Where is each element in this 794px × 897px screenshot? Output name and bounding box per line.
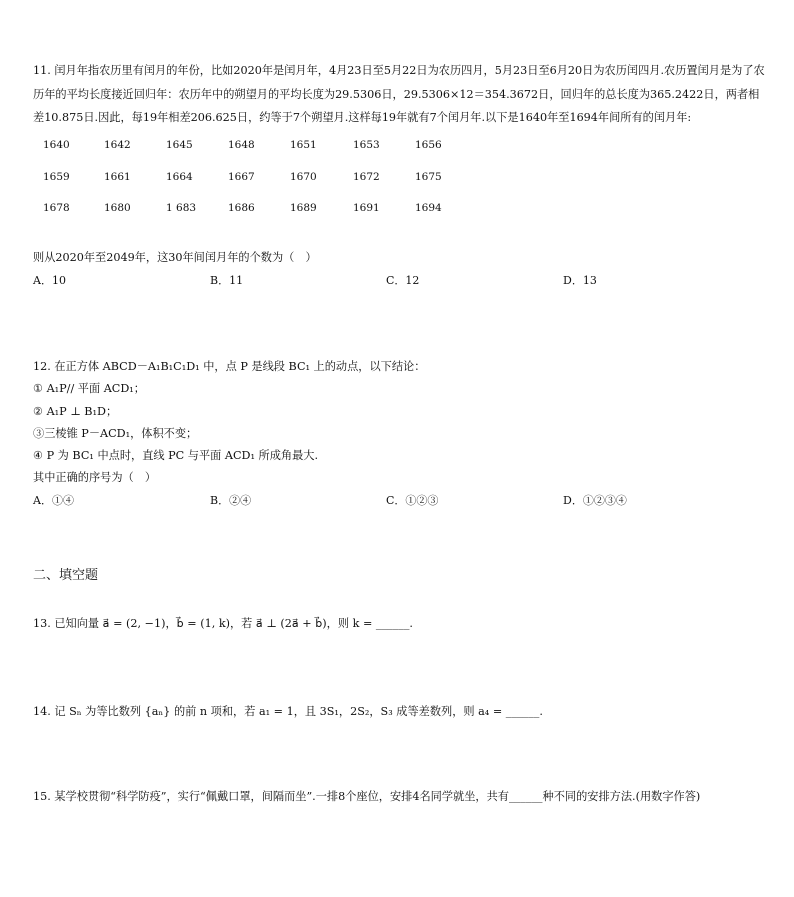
q11-option-c[interactable]: C．12 (386, 274, 420, 287)
year-cell: 1689 (290, 202, 317, 214)
q12-option-d[interactable]: D．①②③④ (563, 494, 627, 507)
year-cell: 1667 (228, 171, 255, 183)
q12-conclusion-3: ③三棱锥 P－ACD₁，体积不变； (33, 427, 198, 440)
q11-line-3: 差10.875日.因此，每19年相差206.625日，约等于7个朔望月.这样每19年就有7个闰月年.以下是1640年至1694年间所有的闰月年: (33, 111, 692, 124)
year-cell: 1653 (353, 139, 380, 151)
q12-conclusion-2: ② A₁P ⊥ B₁D； (33, 405, 118, 418)
year-cell: 1675 (415, 171, 442, 183)
q12-question: 其中正确的序号为（ ） (33, 471, 157, 484)
year-cell: 1640 (43, 139, 70, 151)
year-cell: 1678 (43, 202, 70, 214)
year-cell: 1680 (104, 202, 131, 214)
year-cell: 1651 (290, 139, 317, 151)
year-cell: 1 683 (166, 202, 197, 214)
section-title: 二、填空题 (33, 568, 99, 583)
q11-option-b[interactable]: B．11 (210, 274, 244, 287)
q12-option-b[interactable]: B．②④ (210, 494, 252, 507)
q13-text: 13. 已知向量 a⃗ = (2, −1)，b⃗ = (1, k)，若 a⃗ ⊥ (2a⃗ + b⃗)，则 k = ______. (33, 617, 413, 630)
year-cell: 1648 (228, 139, 255, 151)
q12-conclusion-1: ① A₁P// 平面 ACD₁； (33, 382, 145, 395)
year-cell: 1656 (415, 139, 442, 151)
year-cell: 1645 (166, 139, 193, 151)
year-cell: 1672 (353, 171, 380, 183)
year-cell: 1691 (353, 202, 380, 214)
q12-option-a[interactable]: A．①④ (33, 494, 74, 507)
q11-line-2: 历年的平均长度接近回归年：农历年中的朔望月的平均长度为29.5306日，29.5306×12＝354.3672日，回归年的总长度为365.2422日，两者相 (33, 88, 760, 101)
year-cell: 1642 (104, 139, 131, 151)
q14-text: 14. 记 Sₙ 为等比数列 {aₙ} 的前 n 项和，若 a₁ = 1，且 3S₁，2S₂，S₃ 成等差数列，则 a₄ = ______. (33, 705, 543, 718)
q11-question: 则从2020年至2049年，这30年间闰月年的个数为（ ） (33, 251, 317, 264)
year-cell: 1686 (228, 202, 255, 214)
q12-conclusion-4: ④ P 为 BC₁ 中点时，直线 PC 与平面 ACD₁ 所成角最大. (33, 449, 319, 462)
q12-option-c[interactable]: C．①②③ (386, 494, 439, 507)
year-cell: 1670 (290, 171, 317, 183)
q15-text: 15. 某学校贯彻“科学防疫”，实行“佩戴口罩，间隔而坐”.一排8个座位，安排4名同学就坐，共有______种不同的安排方法.(用数字作答) (33, 790, 701, 803)
year-row-2 (43, 171, 463, 185)
year-row-1 (43, 139, 463, 153)
q12-line-1: 12. 在正方体 ABCD－A₁B₁C₁D₁ 中，点 P 是线段 BC₁ 上的动点，以下结论： (33, 360, 426, 373)
year-cell: 1694 (415, 202, 442, 214)
year-cell: 1661 (104, 171, 131, 183)
year-cell: 1659 (43, 171, 70, 183)
q11-line-1: 11. 闰月年指农历里有闰月的年份，比如2020年是闰月年，4月23日至5月22日为农历四月，5月23日至6月20日为农历闰四月.农历置闰月是为了农 (33, 64, 765, 77)
q11-option-d[interactable]: D．13 (563, 274, 597, 287)
q11-option-a[interactable]: A．10 (33, 274, 66, 287)
year-row-3 (43, 202, 463, 216)
year-cell: 1664 (166, 171, 193, 183)
